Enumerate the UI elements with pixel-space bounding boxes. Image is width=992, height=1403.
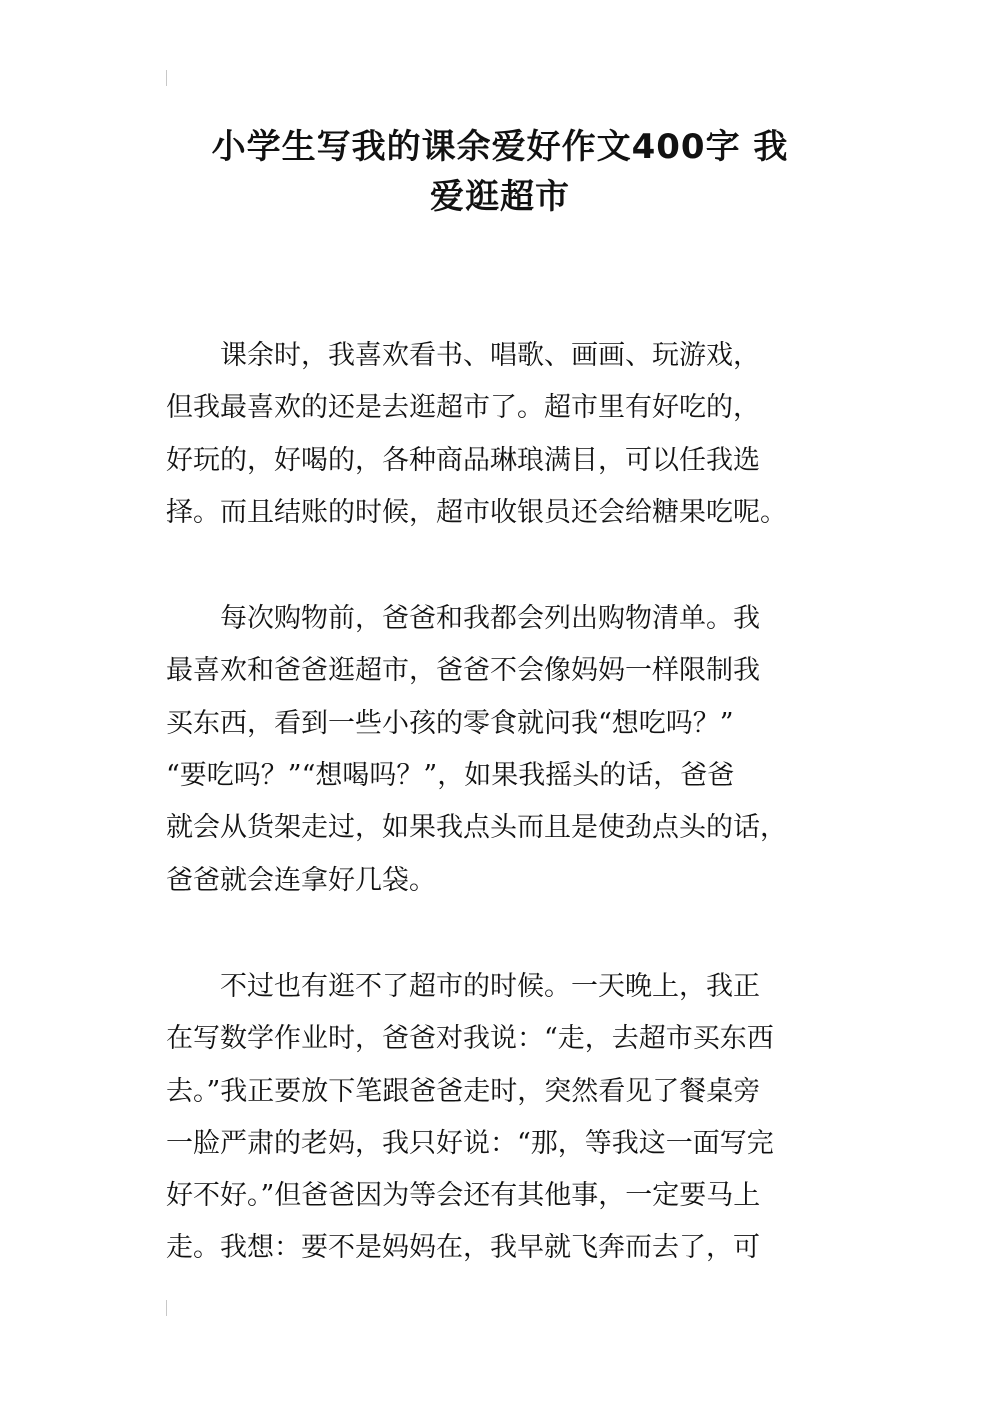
text-line: 最喜欢和爸爸逛超市，爸爸不会像妈妈一样限制我 <box>166 655 760 687</box>
document-title <box>150 122 850 222</box>
text-line: 一脸严肃的老妈，我只好说：“那，等我这一面写完 <box>166 1127 774 1159</box>
document-body <box>166 330 834 1329</box>
text-line: 在写数学作业时，爸爸对我说：“走，去超市买东西 <box>166 1023 774 1055</box>
text-line: 课余时，我喜欢看书、唱歌、画画、玩游戏， <box>166 340 760 371</box>
title-line: 小学生写我的课余爱好作文400字 我 <box>211 127 789 167</box>
text-line: 不过也有逛不了超市的时候。一天晚上，我正 <box>166 970 760 1002</box>
text-line: 去。”我正要放下笔跟爸爸走时，突然看见了餐桌旁 <box>166 1075 761 1107</box>
paragraph-1 <box>166 330 834 539</box>
paragraph-2 <box>166 593 834 907</box>
text-line: “要吃吗？”“想喝吗？”，如果我摇头的话，爸爸 <box>166 760 735 792</box>
text-line: 择。而且结账的时候，超市收银员还会给糖果吃呢。 <box>166 496 787 528</box>
title-line: 爱逛超市 <box>430 177 570 217</box>
paragraph-3 <box>166 961 834 1275</box>
text-line: 就会从货架走过，如果我点头而且是使劲点头的话， <box>166 812 787 844</box>
text-line: 走。我想：要不是妈妈在，我早就飞奔而去了，可 <box>166 1232 760 1264</box>
page-corner-mark-top <box>166 70 167 86</box>
text-line: 爸爸就会连拿好几袋。 <box>166 864 436 896</box>
text-line: 好玩的，好喝的，各种商品琳琅满目，可以任我选 <box>166 444 760 476</box>
text-line: 买东西，看到一些小孩的零食就问我“想吃吗？” <box>166 707 734 739</box>
text-line: 每次购物前，爸爸和我都会列出购物清单。我 <box>166 603 760 635</box>
text-line: 但我最喜欢的还是去逛超市了。超市里有好吃的， <box>166 392 760 424</box>
text-line: 好不好。”但爸爸因为等会还有其他事，一定要马上 <box>166 1180 761 1212</box>
